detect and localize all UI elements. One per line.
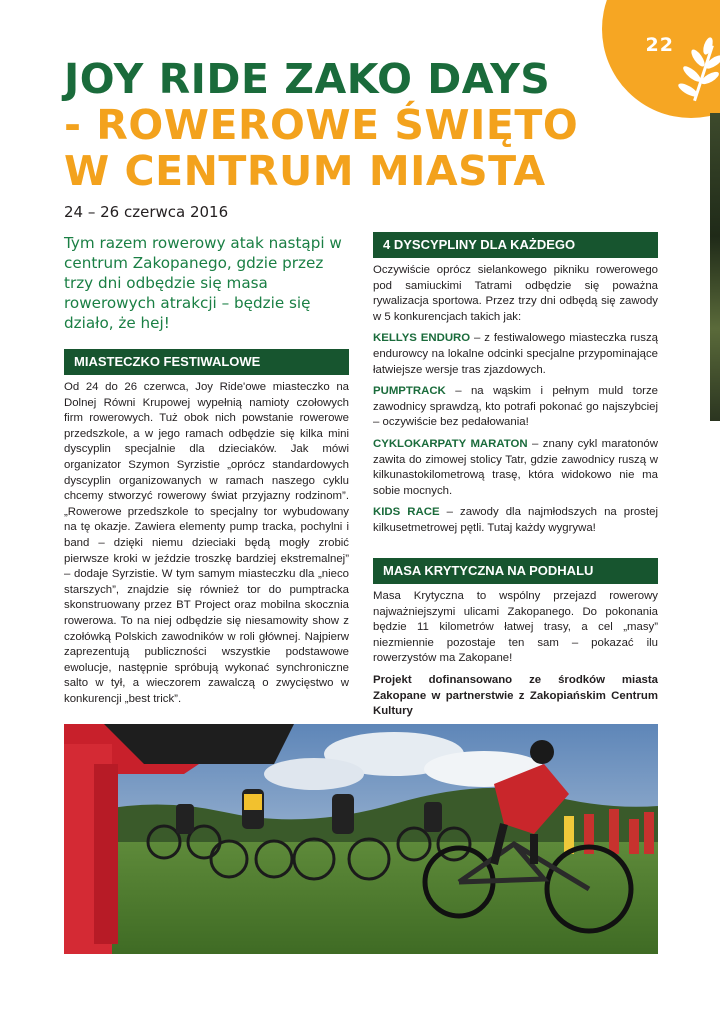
discipline-item: [373, 437, 658, 499]
discipline-name: PUMPTRACK: [373, 385, 446, 398]
event-date: 24 – 26 czerwca 2016: [64, 203, 229, 221]
edge-photo-strip: [710, 113, 720, 421]
wheat-icon: [674, 36, 720, 102]
race-photo-illustration: [64, 724, 658, 954]
discipline-text: – z festiwalowego miasteczka ruszą endurowcy na lokalne odcinki specjalne przypominające łatwiejsze wersje tras zjazdowych.: [373, 332, 658, 376]
discipline-name: CYKLOKARPATY MARATON: [373, 437, 528, 450]
festival-paragraph: Od 24 do 26 czerwca, Joy Ride'owe miasteczko na Dolnej Równi Krupowej wypełnią namioty czołowych firm rowerowych. Tuż obok nich powstanie rowerowe przedszkole, a w jego ramach odbędzie się kilka mini dyscyplin specjalnie dla dzieciaków. Jak mówi organizator Szymon Syrzistie „oprócz standardowych dyscyplin organizowanych w ramach naszego cyklu chcemy stworzyć rowerowy świat przyjazny rodzinom”. „Rowerowe przedszkole to specjalny tor wybudowany na tę okazje. Zawiera elementy pump tracka, pochylni i band – dzięki niemu dzieciaki będą mogły zrobić pierwsze kroki w jeździe troszkę bardziej ekstremalnej” – dodaje Syrzistie. W tym samym miasteczku dla „nieco starszych”, znajdzie się również tor do pumptracka skonstruowany przez BT Project oraz mobilna skocznia rowerowa. To na niej odbędzie się niesamowity show z czołówką Polskich zawodników w roli głównej. Najpierw zaprezentują publiczności wszystkie podstawowe ewolucje, następnie spróbują wykonać synchroniczne salto w tył, a wieczorem zawalczą o zwycięstwo w konkurencji „best trick”.: [64, 381, 349, 705]
race-photo: [64, 724, 658, 954]
discipline-text: – zawody dla najmłodszych na prostej kilkusetmetrowej pętli. Tutaj każdy wygrywa!: [373, 506, 658, 534]
discipline-text: – na wąskim i pełnym muld torze zawodnicy sprawdzą, kto potrafi pokonać go najszybciej – oczywiście bez pedałowania!: [373, 385, 658, 429]
discipline-item: [373, 384, 658, 431]
disciplines-body: [373, 263, 658, 543]
discipline-name: KELLYS ENDURO: [373, 332, 471, 345]
disciplines-intro: Oczywiście oprócz sielankowego pikniku rowerowego pod samiuckimi Tatrami odbędzie się poważna rywalizacja sportowa. Przez trzy dni odbędą się zawody w 5 konkurencjach takich jak:: [373, 264, 658, 323]
section-heading-critical-mass: MASA KRYTYCZNA NA PODHALU: [373, 558, 658, 584]
title-line-2: - ROWEROWE ŚWIĘTO: [64, 101, 579, 149]
page-number: 22: [645, 34, 674, 56]
title-line-3: W CENTRUM MIASTA: [64, 147, 546, 195]
critical-mass-body: [373, 589, 658, 726]
discipline-text: – znany cykl maratonów zawita do zimowej stolicy Tatr, gdzie zawodnicy ruszą w kilkunastokilometrową trasę, która widokowo nie ma sobie mocnych.: [373, 437, 658, 497]
lead-paragraph: Tym razem rowerowy atak nastąpi w centrum Zakopanego, gdzie przez trzy dni odbędzie się masa rowerowych atrakcji – będzie się działo, że hej!: [64, 234, 342, 332]
funding-note: Projekt dofinansowano ze środków miasta Zakopane w partnerstwie z Zakopiańskim Centrum Kultury: [373, 673, 658, 718]
discipline-item: [373, 331, 658, 378]
critical-mass-paragraph: Masa Krytyczna to wspólny przejazd rowerowy najważniejszymi ulicami Zakopanego. Do pokonania będzie 11 kilometrów łatwej trasy, a cel „masy” niezmiennie pozostaje ten sam – pokazać ilu rowerzystów ma Zakopane!: [373, 590, 658, 665]
section-heading-festival: MIASTECZKO FESTIWALOWE: [64, 349, 349, 375]
section-heading-disciplines: 4 DYSCYPLINY DLA KAŻDEGO: [373, 232, 658, 258]
discipline-name: KIDS RACE: [373, 506, 440, 519]
title-line-1: JOY RIDE ZAKO DAYS: [64, 55, 551, 103]
article-title: [64, 56, 578, 194]
discipline-item: [373, 505, 658, 536]
festival-body: [64, 380, 349, 713]
